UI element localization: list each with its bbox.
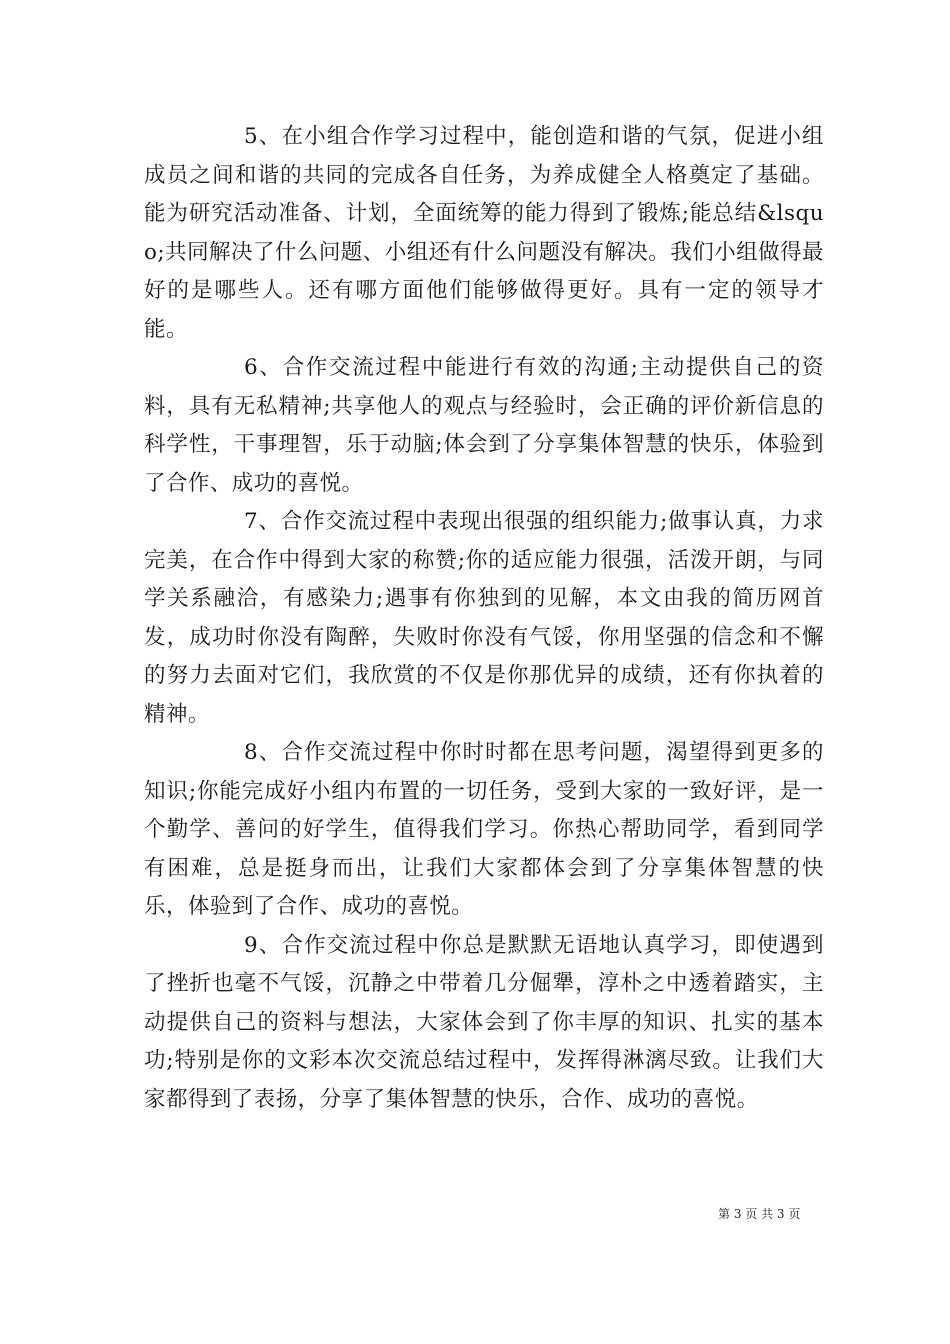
- paragraph-6: 6、合作交流过程中能进行有效的沟通;主动提供自己的资料，具有无私精神;共享他人的观点与经验时，会正确的评价新信息的科学性，干事理智，乐于动脑;体会到了分享集体智慧的快乐，体验到了合作、成功的喜悦。: [144, 355, 824, 496]
- paragraph-8: 8、合作交流过程中你时时都在思考问题，渴望得到更多的知识;你能完成好小组内布置的一切任务，受到大家的一致好评，是一个勤学、善问的好学生，值得我们学习。你热心帮助同学，看到同学有困难，总是挺身而出，让我们大家都体会到了分享集体智慧的快乐，体验到了合作、成功的喜悦。: [144, 740, 824, 919]
- document-body: [144, 118, 824, 1119]
- paragraph-5: 5、在小组合作学习过程中，能创造和谐的气氛，促进小组成员之间和谐的共同的完成各自任务，为养成健全人格奠定了基础。能为研究活动准备、计划，全面统筹的能力得到了锻炼;能总结&lsquo;共同解决了什么问题、小组还有什么问题没有解决。我们小组做得最好的是哪些人。还有哪方面他们能够做得更好。具有一定的领导才能。: [144, 124, 824, 342]
- paragraph-7: 7、合作交流过程中表现出很强的组织能力;做事认真，力求完美，在合作中得到大家的称赞;你的适应能力很强，活泼开朗，与同学关系融洽，有感染力;遇事有你独到的见解，本文由我的简历网首发，成功时你没有陶醉，失败时你没有气馁，你用坚强的信念和不懈的努力去面对它们，我欣赏的不仅是你那优异的成绩，还有你执着的精神。: [144, 509, 824, 727]
- page-number-footer: 第 3 页 共 3 页: [718, 1207, 801, 1221]
- paragraph-9: 9、合作交流过程中你总是默默无语地认真学习，即使遇到了挫折也毫不气馁，沉静之中带着几分倔犟，淳朴之中透着踏实，主动提供自己的资料与想法，大家体会到了你丰厚的知识、扎实的基本功;特别是你的文彩本次交流总结过程中，发挥得淋漓尽致。让我们大家都得到了表扬，分享了集体智慧的快乐，合作、成功的喜悦。: [144, 932, 824, 1112]
